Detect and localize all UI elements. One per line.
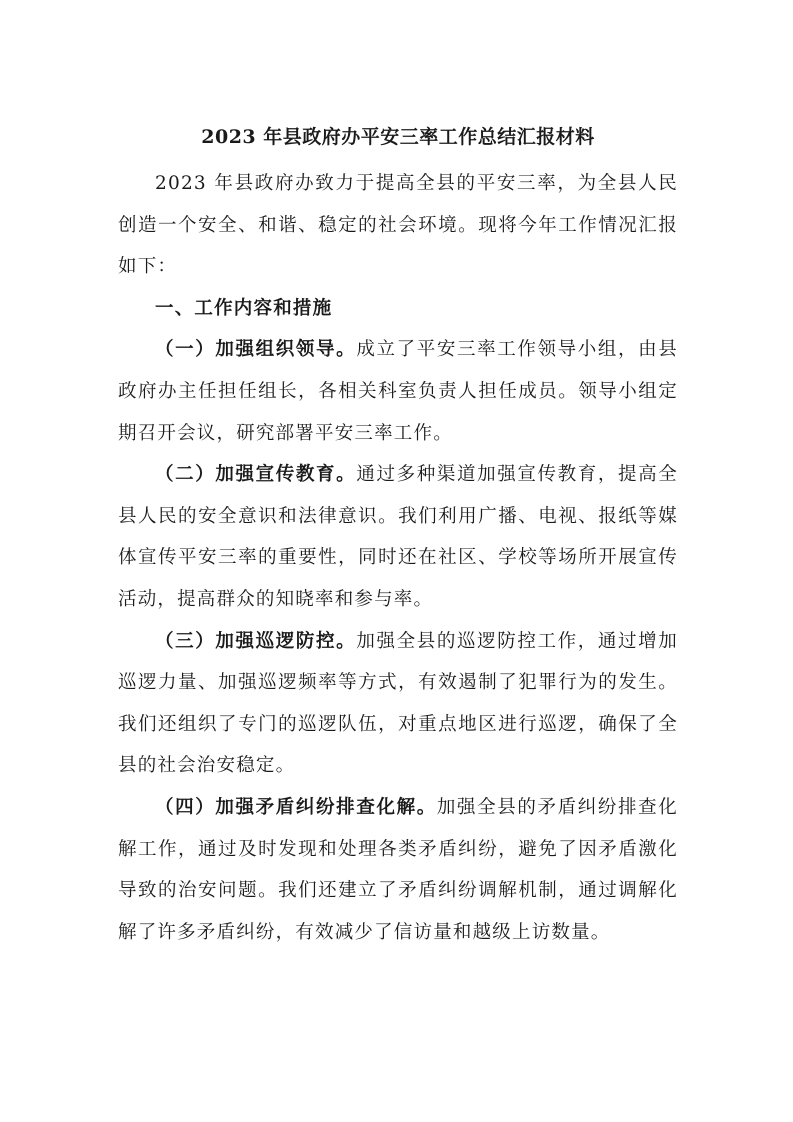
- item-lead-1: （一）加强组织领导。: [155, 339, 357, 361]
- intro-paragraph: 2023 年县政府办致力于提高全县的平安三率，为全县人民创造一个安全、和谐、稳定的社会环境。现将今年工作情况汇报如下：: [118, 173, 678, 278]
- section-heading: 一、工作内容和措施: [155, 297, 333, 319]
- item-body-3: 加强全县的巡逻防控工作，通过增加巡逻力量、加强巡逻频率等方式，有效遏制了犯罪行为的发生。我们还组织了专门的巡逻队伍，对重点地区进行巡逻，确保了全县的社会治安稳定。: [118, 630, 678, 777]
- item-paragraph-4: [118, 787, 678, 953]
- item-body-2: 通过多种渠道加强宣传教育，提高全县人民的安全意识和法律意识。我们利用广播、电视、报纸等媒体宣传平安三率的重要性，同时还在社区、学校等场所开展宣传活动，提高群众的知晓率和参与率。: [118, 464, 678, 610]
- item-lead-2: （二）加强宣传教育。: [155, 464, 357, 486]
- item-paragraph-1: [118, 329, 678, 454]
- item-paragraph-2: [118, 454, 678, 620]
- item-paragraph-3: [118, 621, 678, 787]
- document-body: [118, 120, 678, 953]
- item-lead-4: （四）加强矛盾纠纷排查化解。: [155, 796, 437, 818]
- item-body-4: 加强全县的矛盾纠纷排查化解工作，通过及时发现和处理各类矛盾纠纷，避免了因矛盾激化导致的治安问题。我们还建立了矛盾纠纷调解机制，通过调解化解了许多矛盾纠纷，有效减少了信访量和越级上访数量。: [118, 796, 678, 943]
- item-body-1: 成立了平安三率工作领导小组，由县政府办主任担任组长，各相关科室负责人担任成员。领导小组定期召开会议，研究部署平安三率工作。: [118, 339, 678, 444]
- item-lead-3: （三）加强巡逻防控。: [155, 630, 357, 652]
- document-title: 2023 年县政府办平安三率工作总结汇报材料: [201, 126, 595, 148]
